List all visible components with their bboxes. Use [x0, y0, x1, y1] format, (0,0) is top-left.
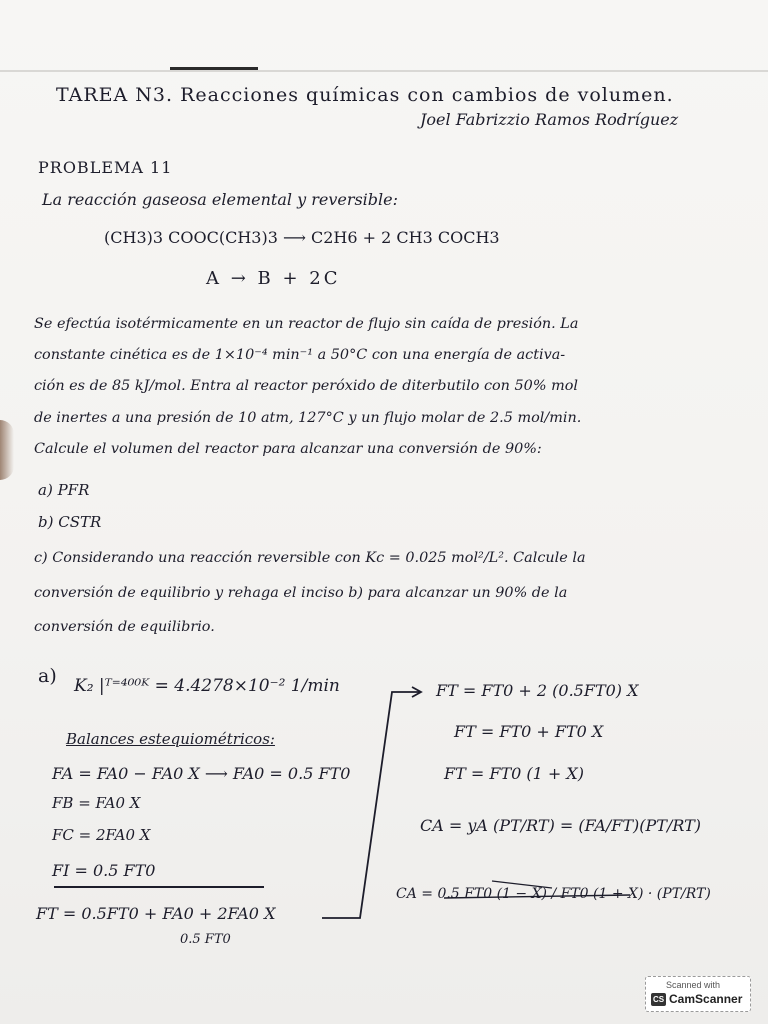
problem-label: PROBLEMA 11: [38, 158, 173, 177]
right-equation: FT = FT0 (1 + X): [444, 764, 585, 783]
item-b: b) CSTR: [38, 513, 102, 531]
reaction-equation-molecular: (CH3)3 COOC(CH3)3 ⟶ C2H6 + 2 CH3 COCH3: [104, 228, 500, 247]
watermark-brand: CamScanner: [669, 992, 743, 1006]
statement-line: ción es de 85 kJ/mol. Entra al reactor peróxido de diterbutilo con 50% mol: [34, 378, 578, 394]
page-title: TAREA N3. Reacciones químicas con cambios de volumen.: [56, 84, 674, 106]
right-equation: FT = FT0 + 2 (0.5FT0) X: [436, 681, 639, 700]
reaction-equation-symbolic: A → B + 2C: [206, 268, 341, 289]
balance-line: FA = FA0 − FA0 X ⟶ FA0 = 0.5 FT0: [52, 764, 351, 783]
balance-line: FC = 2FA0 X: [52, 826, 151, 844]
author-name: Joel Fabrizzio Ramos Rodríguez: [420, 110, 679, 129]
statement-line: constante cinética es de 1×10⁻⁴ min⁻¹ a 50°C con una energía de activa-: [34, 347, 566, 363]
item-c-line: conversión de equilibrio y rehaga el inciso b) para alcanzar un 90% de la: [34, 585, 568, 601]
total-flow-subscript: 0.5 FT0: [180, 932, 231, 947]
statement-line: Se efectúa isotérmicamente en un reactor de flujo sin caída de presión. La: [34, 316, 579, 332]
balances-heading: Balances estequiométricos:: [66, 730, 275, 748]
right-equation: CA = 0.5 FT0 (1 − X) / FT0 (1 + X) · (PT/RT): [396, 886, 711, 902]
total-flow-sum: FT = 0.5FT0 + FA0 + 2FA0 X: [36, 904, 276, 923]
statement-line: de inertes a una presión de 10 atm, 127°C y un flujo molar de 2.5 mol/min.: [34, 410, 582, 426]
rate-constant: K₂ |ᵀ⁼⁴⁰⁰ᴷ = 4.4278×10⁻² 1/min: [74, 676, 340, 696]
item-a: a) PFR: [38, 481, 90, 499]
balance-line: FI = 0.5 FT0: [52, 861, 156, 880]
camscanner-watermark: [645, 976, 751, 1012]
right-equation: FT = FT0 + FT0 X: [454, 722, 604, 741]
camscanner-logo-icon: CS: [652, 995, 665, 1004]
balance-line: FB = FA0 X: [52, 794, 141, 812]
statement-line: Calcule el volumen del reactor para alcanzar una conversión de 90%:: [34, 441, 542, 457]
problem-intro: La reacción gaseosa elemental y reversible:: [42, 190, 399, 209]
right-equation: CA = yA (PT/RT) = (FA/FT)(PT/RT): [420, 816, 702, 835]
solution-part-label: a): [38, 665, 57, 687]
watermark-caption: Scanned with: [666, 980, 721, 990]
item-c-line: conversión de equilibrio.: [34, 619, 215, 635]
item-c-line: c) Considerando una reacción reversible con Kc = 0.025 mol²/L². Calcule la: [34, 550, 586, 566]
